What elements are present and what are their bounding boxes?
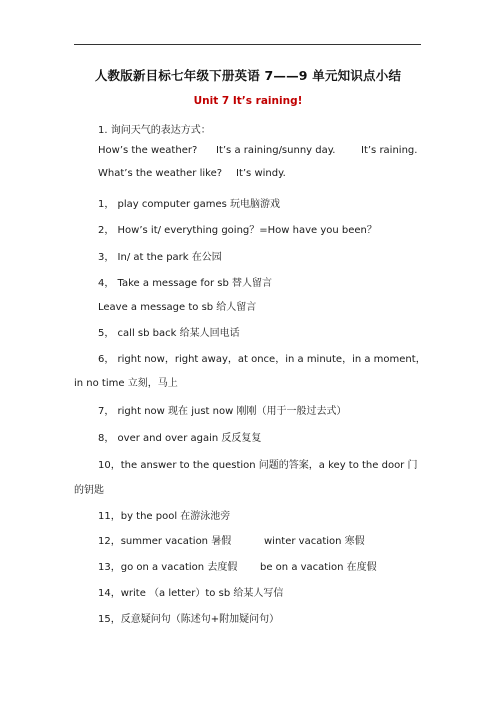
- text-line: 15，反意疑问句（陈述句+附加疑问句）: [98, 614, 280, 625]
- text-line: 1. 询问天气的表达方式：: [98, 125, 211, 136]
- text-line: 5， call sb back 给某人回电话: [98, 328, 240, 339]
- header-rule: [74, 44, 421, 45]
- text-span: It’s raining.: [361, 145, 418, 156]
- text-span: winter vacation 寒假: [264, 536, 365, 547]
- text-line: 3， In/ at the park 在公园: [98, 252, 222, 263]
- text-line: 8， over and over again 反反复复: [98, 433, 262, 444]
- text-line: Leave a message to sb 给人留言: [98, 302, 257, 313]
- text-span: What’s the weather like?: [98, 168, 223, 179]
- text-line: [98, 532, 398, 547]
- text-line: 的钥匙: [74, 485, 104, 496]
- text-line: 4， Take a message for sb 替人留言: [98, 278, 272, 289]
- text-line: 1， play computer games 玩电脑游戏: [98, 199, 281, 210]
- text-line: 10，the answer to the question 问题的答案，a key to the door 门: [98, 460, 418, 471]
- text-line: 11，by the pool 在游泳池旁: [98, 511, 231, 522]
- text-line: [98, 145, 422, 156]
- text-line: 6， right now，right away，at once，in a minute，in a moment，: [98, 354, 426, 365]
- text-span: It’s windy.: [236, 168, 286, 179]
- text-line: 7， right now 现在 just now 刚刚（用于一般过去式）: [98, 406, 347, 417]
- text-span: be on a vacation 在度假: [260, 562, 377, 573]
- text-line: in no time 立刻，马上: [74, 378, 178, 389]
- text-line: [98, 168, 286, 179]
- text-span: 12，summer vacation 暑假: [98, 536, 232, 547]
- text-span: It’s a raining/sunny day.: [216, 145, 336, 156]
- document-title: 人教版新目标七年级下册英语 7——9 单元知识点小结: [94, 68, 402, 83]
- text-line: 2， How’s it/ everything going？=How have you been？: [98, 225, 377, 236]
- text-line: 14，write （a letter）to sb 给某人写信: [98, 588, 284, 599]
- unit-heading: Unit 7 It’s raining!: [193, 95, 303, 107]
- text-span: 13，go on a vacation 去度假: [98, 562, 238, 573]
- text-span: How’s the weather?: [98, 145, 198, 156]
- text-line: [98, 558, 398, 573]
